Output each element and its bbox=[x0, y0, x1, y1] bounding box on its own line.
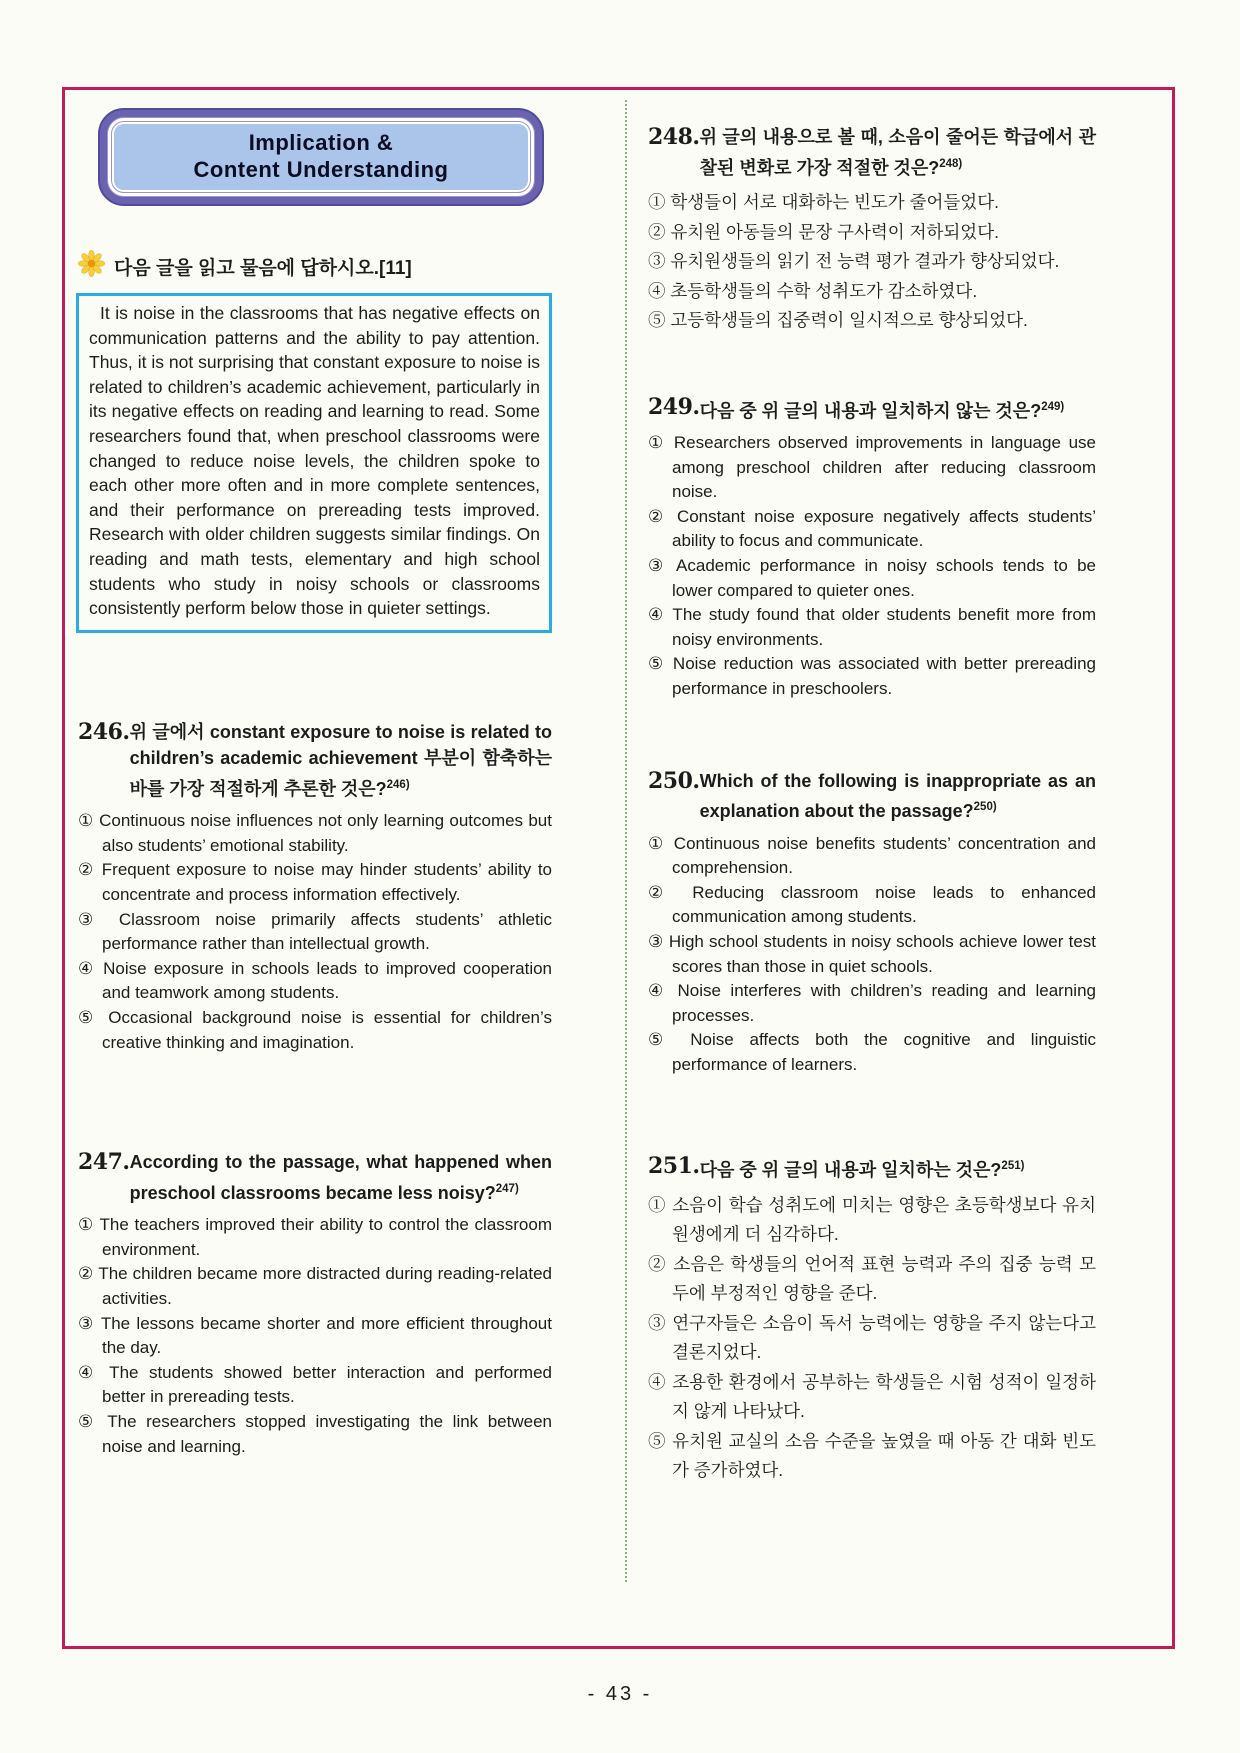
page-number: - 43 - bbox=[587, 1683, 653, 1705]
question-ref: 247) bbox=[495, 1182, 519, 1195]
option-4: ④ Noise interferes with children’s reading and learning processes. bbox=[648, 981, 1096, 1025]
option-5: ⑤ Noise affects both the cognitive and linguistic performance of learners. bbox=[648, 1030, 1096, 1074]
passage-box bbox=[76, 293, 552, 633]
options-list bbox=[78, 1213, 552, 1459]
section-badge-ring bbox=[107, 117, 535, 197]
option-3: ③ The lessons became shorter and more efficient throughout the day. bbox=[78, 1313, 552, 1358]
option-2: ② 유치원 아동들의 문장 구사력이 저하되었다. bbox=[648, 221, 999, 242]
option-5: ⑤ 유치원 교실의 소음 수준을 높였을 때 아동 간 대화 빈도가 증가하였다. bbox=[648, 1430, 1096, 1481]
section-badge-title-line2: Content Understanding bbox=[193, 157, 449, 182]
question-ref: 246) bbox=[386, 778, 410, 791]
option-5: ⑤ Occasional background noise is essential for children’s creative thinking and imagination. bbox=[78, 1007, 552, 1052]
question-prompt bbox=[700, 768, 1096, 825]
option-1: ① The teachers improved their ability to control the classroom environment. bbox=[78, 1215, 552, 1259]
question-prompt bbox=[700, 394, 1096, 425]
instruction-text: 다음 글을 읽고 물음에 답하시오.[11] bbox=[114, 257, 412, 279]
option-3: ③ 연구자들은 소음이 독서 능력에는 영향을 주지 않는다고 결론지었다. bbox=[648, 1312, 1096, 1363]
question-prompt bbox=[700, 1153, 1096, 1184]
options-list bbox=[648, 1191, 1096, 1486]
question-ref: 251) bbox=[1001, 1160, 1025, 1173]
instruction-row bbox=[78, 250, 552, 282]
section-badge bbox=[98, 108, 544, 206]
question-prompt-text: Which of the following is inappropriate as an explanation about the passage? bbox=[699, 770, 1096, 822]
option-2: ② Frequent exposure to noise may hinder students’ ability to concentrate and process information effectively. bbox=[78, 860, 552, 904]
flower-icon bbox=[78, 250, 105, 282]
question-249 bbox=[648, 394, 1096, 702]
column-divider bbox=[625, 100, 627, 1582]
option-4: ④ Noise exposure in schools leads to improved cooperation and teamwork among students. bbox=[78, 958, 552, 1003]
question-number: 246. bbox=[78, 718, 130, 745]
section-badge-panel bbox=[112, 122, 530, 192]
option-1: ① Researchers observed improvements in language use among preschool children after reducing classroom noise. bbox=[648, 433, 1096, 502]
option-2: ② The children became more distracted during reading-related activities. bbox=[78, 1264, 552, 1308]
left-column bbox=[76, 90, 552, 1459]
question-250 bbox=[648, 768, 1096, 1078]
options-list bbox=[648, 431, 1096, 702]
option-2: ② Constant noise exposure negatively affects students’ ability to focus and communicate. bbox=[648, 506, 1096, 551]
option-1: ① 학생들이 서로 대화하는 빈도가 줄어들었다. bbox=[648, 192, 999, 212]
question-ref: 249) bbox=[1041, 400, 1065, 413]
page-border-frame bbox=[62, 87, 1175, 1649]
options-list bbox=[648, 832, 1096, 1078]
question-number: 248. bbox=[648, 124, 700, 150]
option-3: ③ Academic performance in noisy schools tends to be lower compared to quieter ones. bbox=[648, 555, 1096, 600]
question-ref: 250) bbox=[973, 801, 997, 814]
question-prompt bbox=[700, 124, 1096, 181]
option-5: ⑤ Noise reduction was associated with better prereading performance in preschoolers. bbox=[648, 654, 1096, 698]
option-4: ④ The study found that older students benefit more from noisy environments. bbox=[648, 605, 1096, 649]
options-list bbox=[78, 809, 552, 1055]
question-prompt-text: 위 글의 내용으로 볼 때, 소음이 줄어든 학급에서 관찰된 변화로 가장 적절한 것은? bbox=[699, 127, 1096, 178]
question-prompt-text: According to the passage, what happened when preschool classrooms became less noisy? bbox=[129, 1152, 552, 1203]
option-3: ③ High school students in noisy schools achieve lower test scores than those in quiet schools. bbox=[648, 931, 1096, 976]
option-3: ③ Classroom noise primarily affects students’ athletic performance rather than intellectual growth. bbox=[78, 909, 552, 954]
option-5: ⑤ The researchers stopped investigating the link between noise and learning. bbox=[78, 1411, 552, 1456]
options-list bbox=[648, 188, 1096, 336]
option-2: ② Reducing classroom noise leads to enhanced communication among students. bbox=[648, 882, 1096, 927]
option-3: ③ 유치원생들의 읽기 전 능력 평가 결과가 향상되었다. bbox=[648, 251, 1060, 271]
option-4: ④ 조용한 환경에서 공부하는 학생들은 시험 성적이 일정하지 않게 나타났다. bbox=[648, 1371, 1096, 1422]
option-5: ⑤ 고등학생들의 집중력이 일시적으로 향상되었다. bbox=[648, 310, 1028, 330]
question-prompt-text: 위 글에서 constant exposure to noise is related to children’s academic achievement 부분이 함축하는 바를 가장 적절하게 추론한 것은? bbox=[129, 721, 552, 799]
question-251 bbox=[648, 1153, 1096, 1486]
question-prompt-text: 다음 중 위 글의 내용과 일치하는 것은? bbox=[699, 1160, 1002, 1181]
option-1: ① Continuous noise benefits students’ concentration and comprehension. bbox=[648, 833, 1096, 878]
question-number: 247. bbox=[78, 1149, 130, 1176]
option-2: ② 소음은 학생들의 언어적 표현 능력과 주의 집중 능력 모두에 부정적인 영향을 준다. bbox=[648, 1253, 1096, 1304]
option-1: ① Continuous noise influences not only learning outcomes but also students’ emotional stability. bbox=[78, 811, 552, 855]
question-prompt-text: 다음 중 위 글의 내용과 일치하지 않는 것은? bbox=[699, 400, 1042, 421]
question-prompt bbox=[130, 1149, 552, 1206]
option-1: ① 소음이 학습 성취도에 미치는 영향은 초등학생보다 유치원생에게 더 심각하다. bbox=[648, 1194, 1096, 1245]
option-4: ④ 초등학생들의 수학 성취도가 감소하였다. bbox=[648, 280, 978, 301]
right-column bbox=[646, 90, 1096, 1486]
question-248 bbox=[648, 124, 1096, 336]
question-number: 249. bbox=[648, 393, 700, 420]
question-ref: 248) bbox=[939, 157, 963, 170]
question-247 bbox=[78, 1149, 552, 1459]
option-4: ④ The students showed better interaction and performed better in prereading tests. bbox=[78, 1362, 552, 1407]
question-246 bbox=[78, 719, 552, 1055]
question-prompt bbox=[130, 719, 552, 803]
question-number: 251. bbox=[648, 1153, 700, 1180]
passage-text: It is noise in the classrooms that has negative effects on communication patterns and the ability to pay attention. Thus, it is not surprising that constant exposure to noise is related to children’s academic achievement, particularly in its negative effects on reading and learning to read. Some researchers found that, when preschool classrooms were changed to reduce noise levels, the children spoke to each other more often and in more complete sentences, and their performance on prereading tests improved. Research with older children suggests similar findings. On reading and math tests, elementary and high school students who study in noisy schools or classrooms consistently perform below those in quieter settings. bbox=[89, 303, 540, 619]
section-badge-title-line1: Implication & bbox=[248, 130, 394, 155]
question-number: 250. bbox=[648, 767, 700, 794]
